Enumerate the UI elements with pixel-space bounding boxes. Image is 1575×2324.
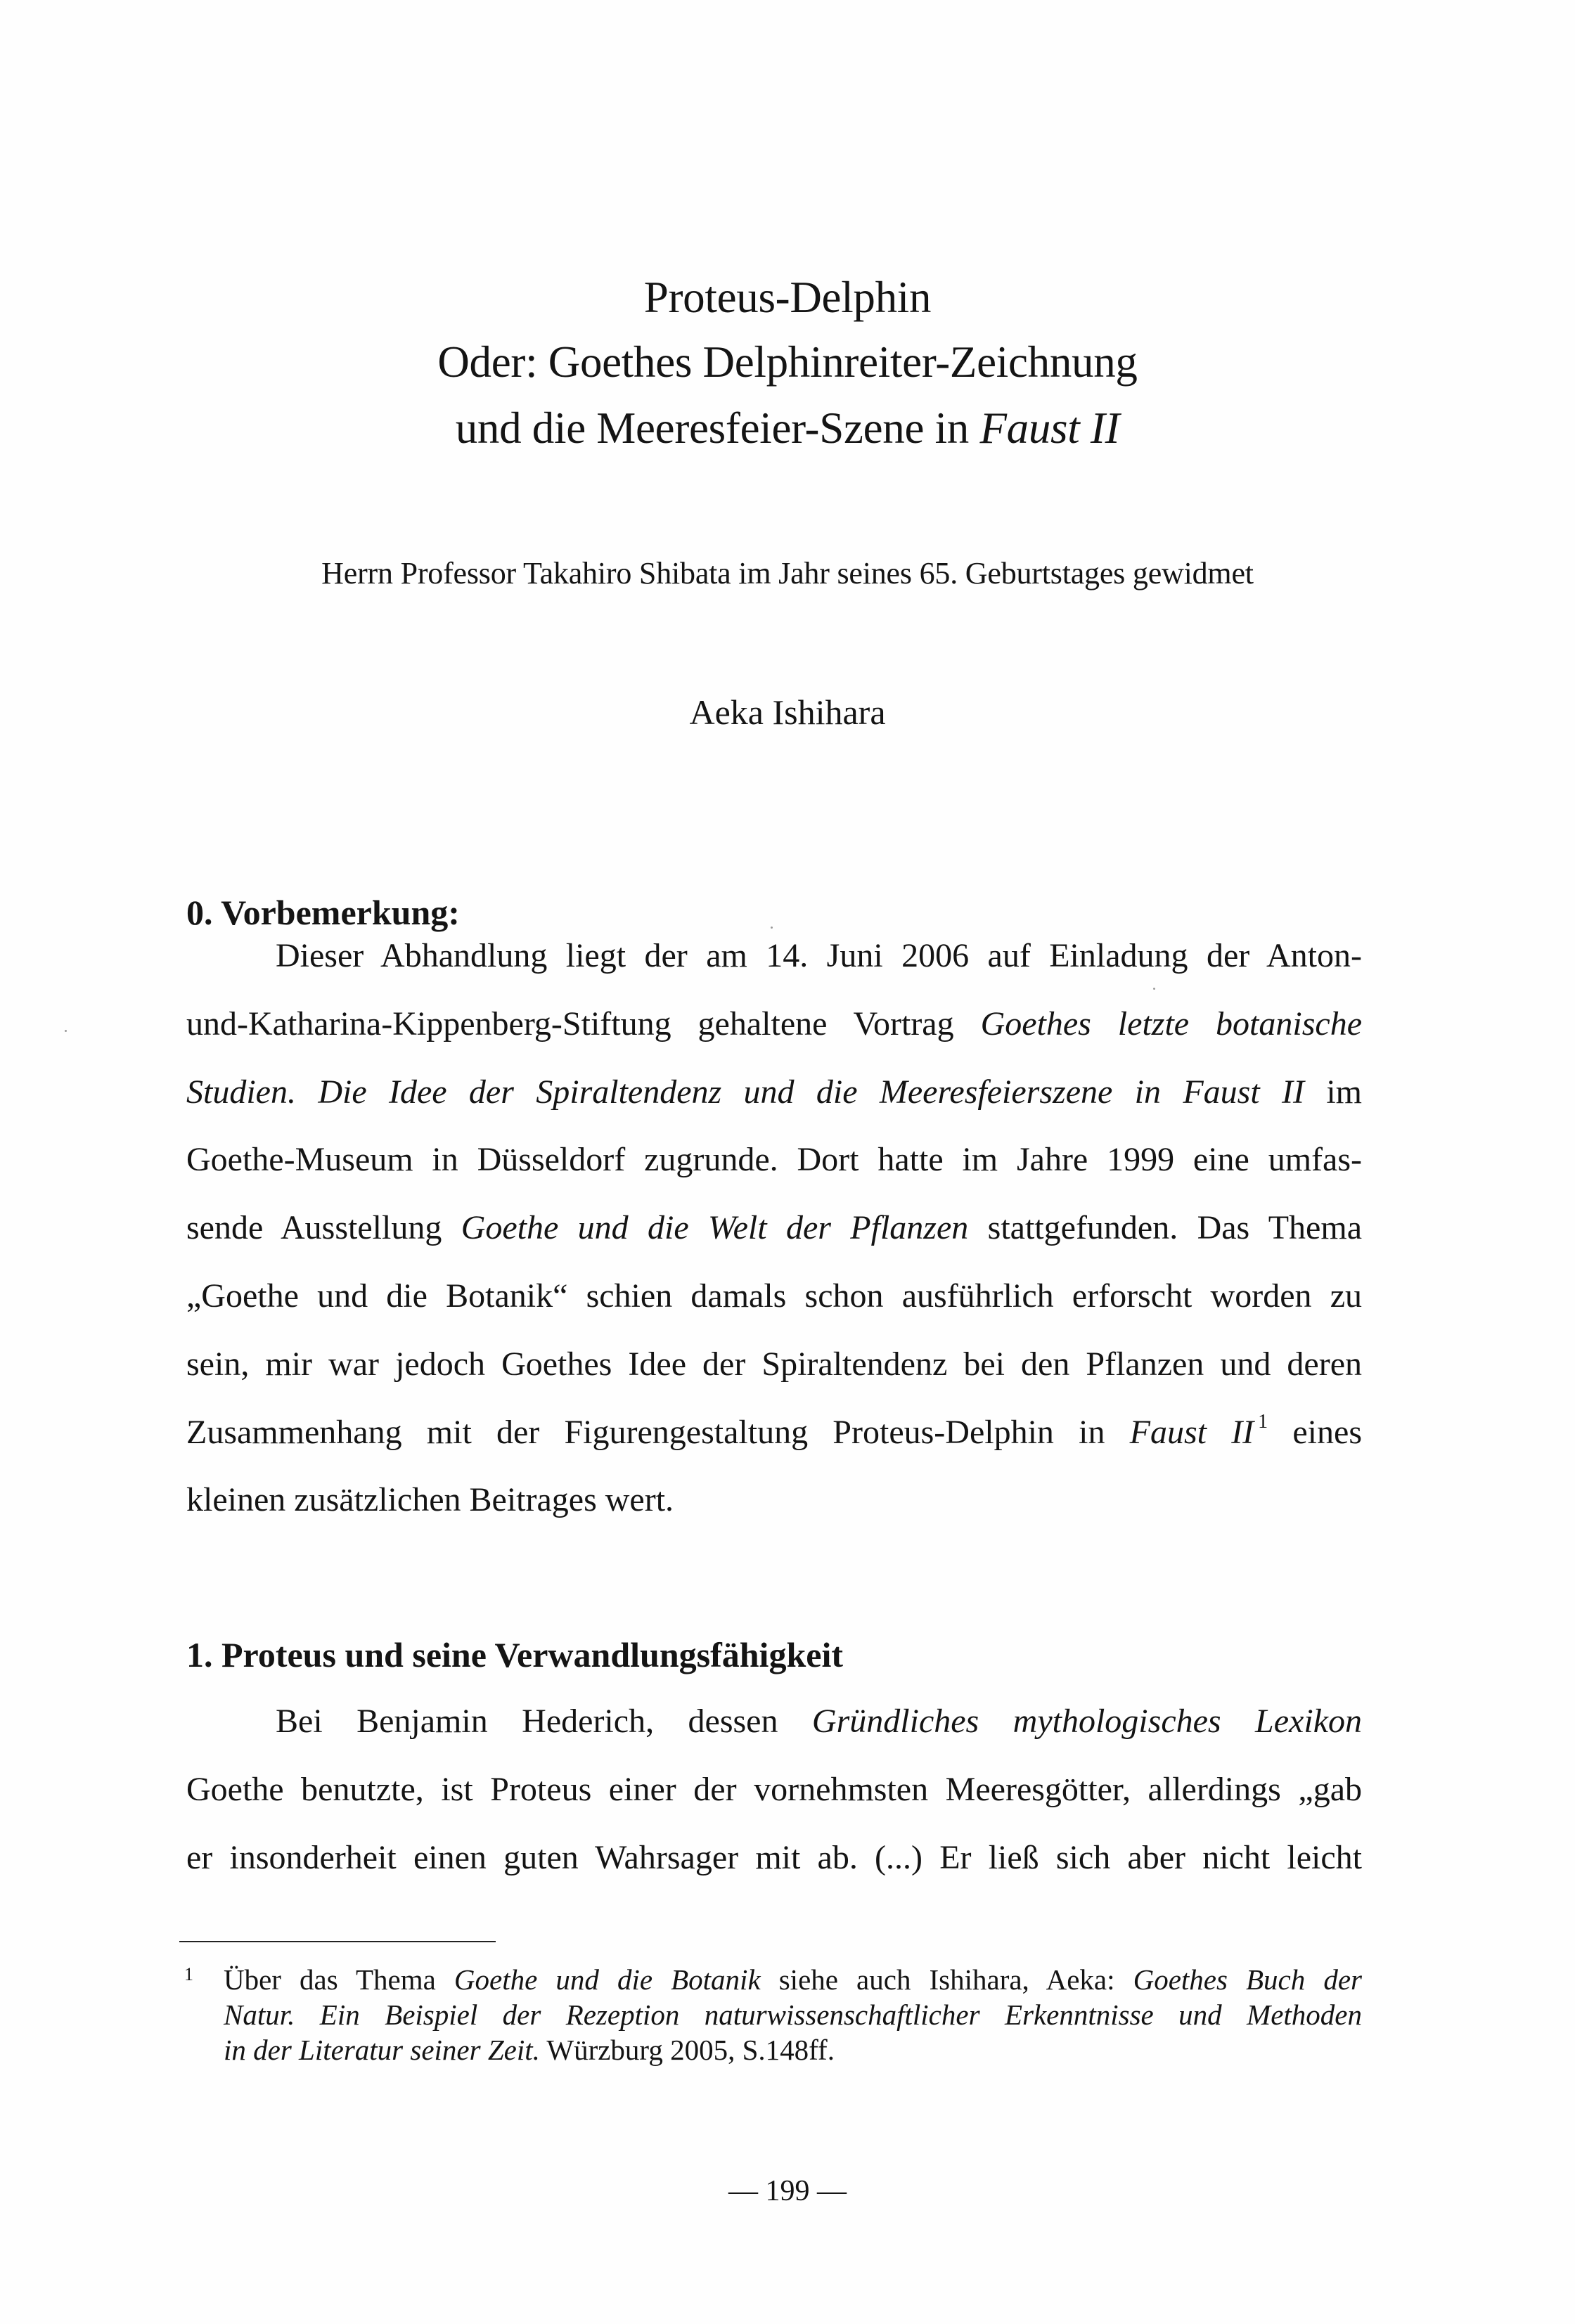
section-heading-proteus: 1. Proteus und seine Verwandlungsfähigkeit [186, 1635, 843, 1674]
text-run: Goethe-Museum in Düsseldorf zugrunde. Dort hatte im Jahre 1999 eine umfas- [186, 1141, 1362, 1178]
body-text-line [186, 1345, 1362, 1383]
text-run: und-Katharina-Kippenberg-Stiftung gehaltene Vortrag [186, 1005, 981, 1042]
footnote-separator [179, 1941, 496, 1942]
italic-text: in der Literatur seiner Zeit. [224, 2034, 540, 2066]
title-faust-italic: Faust II [979, 404, 1120, 453]
text-run: Würzburg 2005, S.148ff. [539, 2034, 835, 2066]
text-run: kleinen zusätzlichen Beitrages wert. [186, 1481, 674, 1518]
text-run: im [1304, 1073, 1363, 1111]
dedication: Herrn Professor Takahiro Shibata im Jahr seines 65. Geburtstages gewidmet [321, 556, 1254, 590]
author-name: Aeka Ishihara [689, 692, 886, 732]
italic-text: Gründliches mythologisches Lexikon [811, 1703, 1362, 1740]
page-number: — 199 — [728, 2175, 847, 2207]
italic-text: Studien. Die Idee der Spiraltendenz und die Meeresfeierszene in Faust II [186, 1073, 1304, 1111]
scan-speck [65, 1030, 67, 1032]
body-text-line [186, 1143, 1362, 1177]
section-heading-vorbemerkung: 0. Vorbemerkung: [186, 893, 460, 932]
title-line-3-text: und die Meeresfeier-Szene in [455, 404, 980, 453]
body-text-line [186, 1841, 1362, 1875]
footnote-number: 1 [184, 1964, 193, 1984]
text-run: Zusammenhang mit der Figurengestaltung Proteus-Delphin in [186, 1414, 1130, 1451]
body-text-line [186, 1073, 1363, 1111]
scan-speck [771, 927, 773, 929]
footnote-line [224, 1965, 1362, 1994]
italic-text: Goethe und die Welt der Pflanzen [461, 1209, 969, 1246]
body-text-line [186, 1211, 1362, 1245]
text-run: eines [1268, 1414, 1362, 1451]
footnote-line [224, 2001, 1362, 2029]
text-run: Bei Benjamin Hederich, dessen [276, 1703, 812, 1740]
text-run: „Goethe und die Botanik“ schien damals schon ausführlich erforscht worden zu [186, 1277, 1362, 1315]
title-line-2: Oder: Goethes Delphinreiter-Zeichnung [437, 337, 1138, 387]
italic-text: Natur. Ein Beispiel der Rezeption naturwissenschaftlicher Erkenntnisse und Methoden [224, 1999, 1362, 2031]
footnote-reference: 1 [1258, 1411, 1268, 1433]
body-text-line [186, 1773, 1362, 1807]
italic-text: Faust II [1129, 1414, 1254, 1451]
title-line-1: Proteus-Delphin [643, 273, 932, 322]
body-text-line [186, 1411, 1362, 1451]
text-run: sein, mir war jedoch Goethes Idee der Spiraltendenz bei den Pflanzen und deren [186, 1345, 1362, 1383]
text-run: siehe auch Ishihara, Aeka: [760, 1963, 1133, 1996]
italic-text: Goethe und die Botanik [454, 1963, 761, 1996]
body-text-line [186, 1007, 1362, 1041]
text-run: Über das Thema [224, 1963, 454, 1996]
body-text-line [186, 1279, 1362, 1313]
text-run: sende Ausstellung [186, 1209, 461, 1246]
text-run: Dieser Abhandlung liegt der am 14. Juni 2006 auf Einladung der Anton- [276, 937, 1362, 974]
text-run: Goethe benutzte, ist Proteus einer der vornehmsten Meeresgötter, allerdings „gab [186, 1771, 1362, 1808]
footnote-line [224, 2036, 1362, 2065]
body-text-line [186, 1483, 1362, 1517]
body-text-line [276, 939, 1362, 973]
text-run: er insonderheit einen guten Wahrsager mit ab. (...) Er ließ sich aber nicht leicht [186, 1839, 1362, 1876]
text-run: stattgefunden. Das Thema [968, 1209, 1362, 1246]
italic-text: Goethes letzte botanische [980, 1005, 1363, 1042]
italic-text: Goethes Buch der [1133, 1963, 1362, 1996]
body-text-line [276, 1705, 1362, 1738]
title-line-3 [0, 406, 1575, 451]
scan-speck [1153, 988, 1155, 990]
